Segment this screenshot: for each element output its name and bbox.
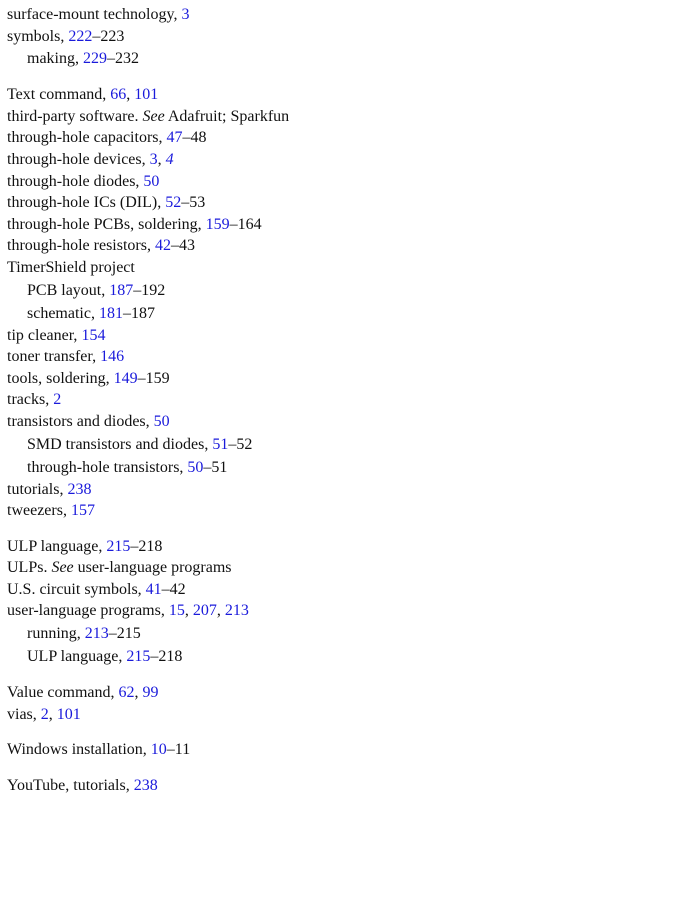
- entry-text: schematic,: [27, 304, 99, 322]
- entry-text: transistors and diodes,: [7, 412, 154, 430]
- entry-text: user-language programs: [73, 559, 232, 577]
- entry-text: tweezers,: [7, 502, 71, 520]
- index-subentry: [7, 47, 695, 70]
- page-link[interactable]: 157: [70, 502, 95, 520]
- see-reference-label: See: [51, 559, 74, 577]
- entry-text: running,: [27, 625, 85, 643]
- entry-text: ,: [126, 86, 135, 104]
- page-link[interactable]: 159: [205, 215, 230, 233]
- entry-text: third-party software.: [7, 107, 143, 125]
- index-entry: [7, 127, 695, 149]
- index-entry: [7, 739, 695, 761]
- index-entry: [7, 389, 695, 411]
- index-entry: [7, 257, 695, 279]
- page-link[interactable]: 213: [224, 602, 249, 620]
- index-entry: [7, 704, 695, 726]
- index-entry: [7, 26, 695, 48]
- entry-text: –215: [108, 625, 141, 643]
- entry-text: –11: [166, 741, 191, 759]
- entry-text: tools, soldering,: [7, 369, 114, 387]
- index-subentry: [7, 433, 695, 456]
- page-link[interactable]: 50: [153, 412, 170, 430]
- index-entry: [7, 682, 695, 704]
- index-subentry: [7, 279, 695, 302]
- entry-text: ,: [157, 150, 166, 168]
- page-link[interactable]: 187: [109, 281, 134, 299]
- entry-text: –43: [170, 237, 195, 255]
- entry-text: ,: [216, 602, 225, 620]
- page-link[interactable]: 2: [40, 705, 49, 723]
- entry-text: through-hole resistors,: [7, 237, 155, 255]
- entry-text: tutorials,: [7, 480, 68, 498]
- page-link[interactable]: 47: [166, 129, 183, 147]
- entry-text: through-hole diodes,: [7, 172, 144, 190]
- page-link[interactable]: 4: [165, 150, 174, 168]
- index-entry: [7, 171, 695, 193]
- index-entry: [7, 479, 695, 501]
- page-link[interactable]: 15: [168, 602, 185, 620]
- index-subentry: [7, 456, 695, 479]
- page-link[interactable]: 3: [149, 150, 158, 168]
- index-entry: [7, 536, 695, 558]
- page-link[interactable]: 50: [143, 172, 160, 190]
- index-entry: [7, 214, 695, 236]
- entry-text: through-hole ICs (DIL),: [7, 194, 166, 212]
- index-entry: [7, 84, 695, 106]
- entry-text: toner transfer,: [7, 348, 101, 366]
- entry-text: TimerShield project: [7, 258, 135, 276]
- index-entry: [7, 149, 695, 171]
- entry-text: ULPs.: [7, 559, 52, 577]
- page-link[interactable]: 3: [181, 6, 190, 23]
- index-entry: [7, 600, 695, 622]
- index-page: [7, 4, 695, 796]
- entry-text: user-language programs,: [7, 602, 169, 620]
- entry-text: Adafruit; Sparkfun: [164, 107, 290, 125]
- entry-text: Text command,: [7, 86, 111, 104]
- page-link[interactable]: 66: [110, 86, 127, 104]
- entry-text: –51: [203, 458, 228, 476]
- entry-text: ULP language,: [7, 537, 107, 555]
- entry-text: –187: [122, 304, 155, 322]
- page-link[interactable]: 149: [113, 369, 138, 387]
- entry-text: ULP language,: [27, 648, 127, 666]
- entry-text: tracks,: [7, 391, 54, 409]
- entry-text: ,: [134, 684, 143, 702]
- entry-text: –192: [133, 281, 166, 299]
- page-link[interactable]: 229: [83, 50, 107, 68]
- entry-text: through-hole capacitors,: [7, 129, 167, 147]
- entry-text: YouTube, tutorials,: [7, 776, 134, 794]
- entry-text: Windows installation,: [7, 741, 151, 759]
- entry-text: vias,: [7, 705, 41, 723]
- page-link[interactable]: 10: [150, 741, 167, 759]
- entry-text: –218: [130, 537, 163, 555]
- entry-text: –232: [107, 50, 139, 68]
- page-link[interactable]: 99: [142, 684, 159, 702]
- index-entry: [7, 235, 695, 257]
- entry-text: through-hole transistors,: [27, 458, 188, 476]
- entry-text: –159: [137, 369, 170, 387]
- index-entry: [7, 500, 695, 522]
- page-link[interactable]: 215: [106, 537, 131, 555]
- entry-text: ,: [184, 602, 193, 620]
- entry-text: SMD transistors and diodes,: [27, 435, 213, 453]
- entry-text: ,: [48, 705, 57, 723]
- index-entry: [7, 106, 695, 128]
- entry-text: –218: [150, 648, 183, 666]
- index-entry: [7, 775, 695, 797]
- index-subentry: [7, 622, 695, 645]
- entry-text: U.S. circuit symbols,: [7, 580, 146, 598]
- page-link[interactable]: 101: [134, 86, 159, 104]
- page-link[interactable]: 238: [67, 480, 92, 498]
- page-link[interactable]: 101: [56, 705, 81, 723]
- entry-text: through-hole devices,: [7, 150, 150, 168]
- page-link[interactable]: 215: [126, 648, 151, 666]
- page-link[interactable]: 181: [98, 304, 123, 322]
- page-link[interactable]: 213: [84, 625, 109, 643]
- page-link[interactable]: 154: [81, 326, 106, 344]
- entry-text: tip cleaner,: [7, 326, 82, 344]
- page-link[interactable]: 2: [53, 391, 62, 409]
- entry-text: –52: [228, 435, 253, 453]
- entry-text: –42: [161, 580, 186, 598]
- page-link[interactable]: 62: [118, 684, 135, 702]
- page-link[interactable]: 222: [68, 27, 93, 45]
- index-entry: [7, 368, 695, 390]
- page-link[interactable]: 207: [192, 602, 217, 620]
- index-entry: [7, 192, 695, 214]
- page-link[interactable]: 52: [165, 194, 182, 212]
- index-entry: [7, 4, 695, 26]
- entry-text: surface-mount technology,: [7, 6, 182, 23]
- entry-text: symbols,: [7, 27, 69, 45]
- entry-text: –53: [181, 194, 206, 212]
- page-link[interactable]: 50: [187, 458, 204, 476]
- page-link[interactable]: 42: [154, 237, 171, 255]
- page-link[interactable]: 41: [145, 580, 162, 598]
- entry-text: PCB layout,: [27, 281, 110, 299]
- page-link[interactable]: 238: [133, 776, 158, 794]
- index-entry: [7, 325, 695, 347]
- index-entry: [7, 579, 695, 601]
- page-link[interactable]: 51: [212, 435, 229, 453]
- index-entry: [7, 411, 695, 433]
- entry-text: –164: [229, 215, 262, 233]
- entry-text: –48: [182, 129, 207, 147]
- entry-text: through-hole PCBs, soldering,: [7, 215, 206, 233]
- index-subentry: [7, 645, 695, 668]
- index-subentry: [7, 302, 695, 325]
- index-entry: [7, 557, 695, 579]
- index-entry: [7, 346, 695, 368]
- entry-text: making,: [27, 50, 83, 68]
- see-reference-label: See: [142, 107, 165, 125]
- entry-text: Value command,: [7, 684, 119, 702]
- entry-text: –223: [92, 27, 125, 45]
- page-link[interactable]: 146: [100, 348, 125, 366]
